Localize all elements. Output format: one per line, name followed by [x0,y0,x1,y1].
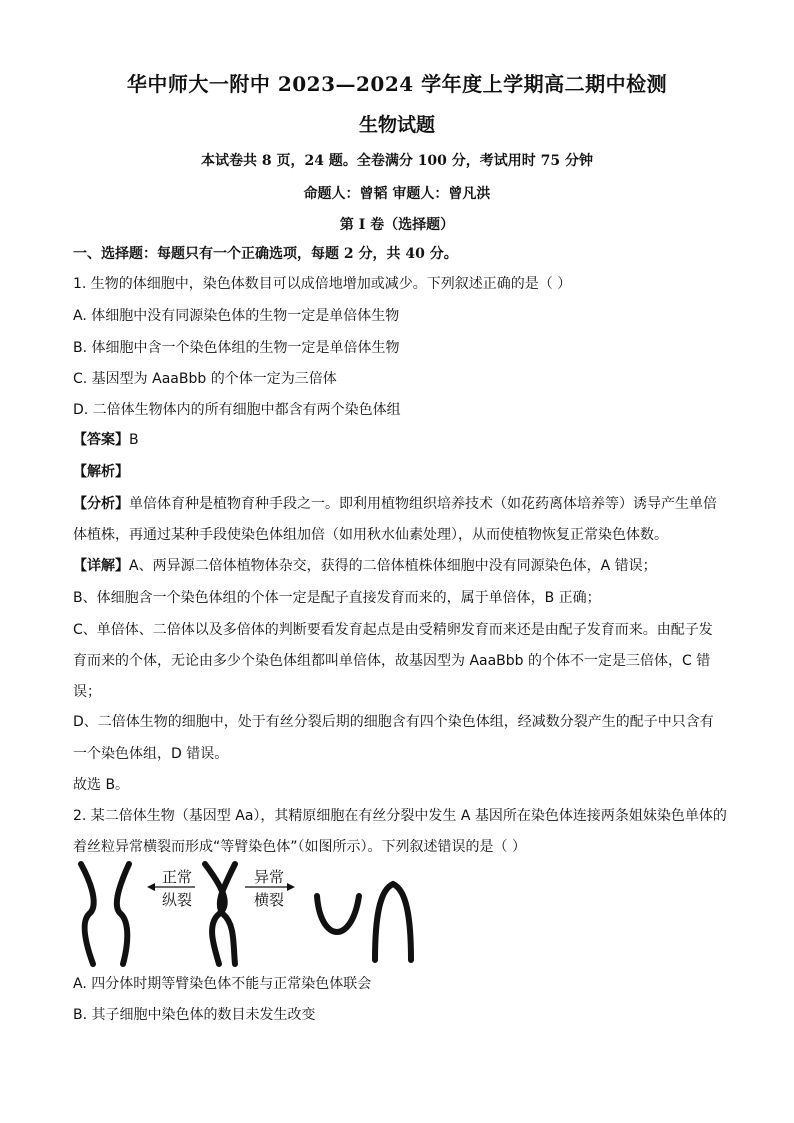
q1-xiangjie-d2: 一个染色体组，D 错误。 [73,746,229,762]
q1-conclusion: 故选 B。 [73,777,130,793]
q2-stem-line1: 2. 某二倍体生物（基因型 Aa），其精原细胞在有丝分裂中发生 A 基因所在染色体连接两条姐妹染色单体的 [73,808,727,824]
xiangjie-a-text: A、两异源二倍体植物体杂交，获得的二倍体植株体细胞中没有同源染色体，A 错误； [129,558,657,574]
xiangjie-label: 【详解】 [73,558,129,574]
analysis-label: 【解析】 [73,464,129,480]
q1-option-d: D. 二倍体生物体内的所有细胞中都含有两个染色体组 [73,402,401,418]
exam-info: 本试卷共 8 页，24 题。全卷满分 100 分，考试用时 75 分钟 [200,153,594,169]
label-abnormal-2: 横裂 [253,891,285,909]
answer-label: 【答案】 [73,432,129,448]
exam-authors: 命题人：曾韬 审题人：曾凡洪 [303,186,491,202]
label-normal-1: 正常 [161,868,193,886]
chromatid-middle-2 [220,864,235,964]
subject-title: 生物试题 [358,114,435,136]
q2-option-a: A. 四分体时期等臂染色体不能与正常染色体联会 [73,976,372,992]
section-heading: 一、选择题：每题只有一个正确选项，每题 2 分，共 40 分。 [73,246,458,262]
fenxi-text-1: 单倍体育种是植物育种手段之一。即利用植物组织培养技术（如花药离体培养等）诱导产生单倍 [129,496,717,512]
label-normal-2: 纵裂 [161,891,193,909]
arrow-normal-head [147,883,155,891]
q1-stem: 1. 生物的体细胞中，染色体数目可以成倍地增加或减少。下列叙述正确的是（ ） [73,276,572,292]
arrow-abnormal-head [287,883,295,891]
answer-value: B [129,432,139,448]
chromatid-left-2 [117,864,129,964]
chromatid-left-1 [81,864,94,964]
isochromosome-n [375,884,411,960]
q2-option-b: B. 其子细胞中染色体的数目未发生改变 [73,1007,316,1023]
exam-title: 华中师大一附中 2023—2024 学年度上学期高二期中检测 [126,72,668,96]
q1-xiangjie-c1: C、单倍体、二倍体以及多倍体的判断要看发育起点是由受精卵发育而来还是由配子发育而来。由配子发 [73,622,713,638]
q1-xiangjie-d1: D、二倍体生物的细胞中，处于有丝分裂后期的细胞含有四个染色体组，经减数分裂产生的配子中只含有 [73,714,714,730]
q1-option-a: A. 体细胞中没有同源染色体的生物一定是单倍体生物 [73,308,400,324]
volume-title: 第 I 卷（选择题） [339,217,455,233]
label-abnormal-1: 异常 [253,868,285,886]
fenxi-label: 【分析】 [73,496,129,512]
q1-xiangjie-c3: 误； [73,684,101,700]
q1-xiangjie-b: B、体细胞含一个染色体组的个体一定是配子直接发育而来的，属于单倍体，B 正确； [73,590,601,606]
q1-fenxi-line2: 体植株，再通过某种手段使染色体组加倍（如用秋水仙素处理），从而使植物恢复正常染色体数。 [73,527,668,543]
q1-option-c: C. 基因型为 AaaBbb 的个体一定为三倍体 [73,371,337,387]
isochromosome-figure [73,860,433,968]
isochromosome-u [317,896,359,932]
q1-fenxi-line1 [73,494,723,514]
q1-xiangjie-a [73,556,723,576]
q1-xiangjie-c2: 育而来的个体，无论由多少个染色体组都叫单倍体，故基因型为 AaaBbb 的个体不一定是三倍体，C 错 [73,653,711,669]
q2-stem-line2: 着丝粒异常横裂而形成“等臂染色体”（如图所示）。下列叙述错误的是（ ） [73,839,526,855]
q1-option-b: B. 体细胞中含一个染色体组的生物一定是单倍体生物 [73,340,400,356]
q1-answer [73,430,723,450]
